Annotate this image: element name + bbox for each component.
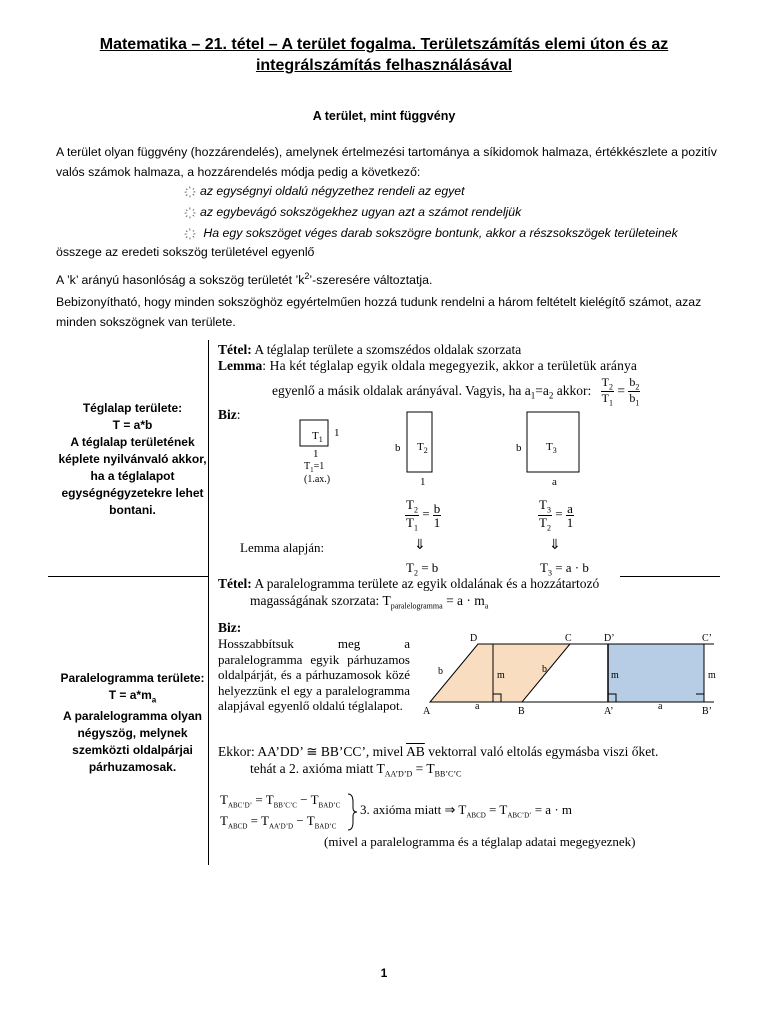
rect-tetel-label: Tétel: [218,342,252,357]
sub: a [484,601,489,611]
eq: = [247,813,262,828]
result-T2 [406,560,438,578]
height-m-label-3: m [708,670,716,681]
bullet-3 [190,226,678,240]
point-B-prime: B’ [702,706,712,717]
point-D: D [470,633,478,644]
tehat-line [250,761,461,779]
point-D-prime: D’ [604,633,615,644]
fig-T2 [417,441,428,455]
title-line-2: integrálszámítás felhasználásával [255,57,513,74]
bullet-3-text: Ha egy sokszöget véges darab sokszögre bontunk, akkor a részsokszögek területeinek [200,226,678,240]
side-b-label-2: b [542,664,547,675]
rect-proof-figure [290,410,620,490]
frac-den: b [629,391,636,406]
fig-one-label: 1 [420,476,426,488]
rect-lemma-text2: egyenlő a másik oldalak arányával. Vagyis, ha a [272,382,531,398]
point-B: B [518,706,525,717]
sub: 2 [609,382,613,392]
res1-letter: T [406,560,414,575]
sub: ABCD [227,822,248,831]
T: T [261,813,269,828]
tehat-mid: = T [412,761,435,776]
similarity-sup: 2 [304,271,310,281]
sub: 1 [609,398,613,408]
eq: = [252,792,266,807]
rect-biz [218,407,241,423]
point-C-prime: C’ [702,633,712,644]
minus: − [293,813,307,828]
right-brace-icon [346,792,358,832]
sub: 1 [635,398,640,408]
sub: 1 [413,523,418,533]
para-tetel [218,576,720,592]
similarity-post: ’-szeresére változtatja. [309,273,433,288]
rect-lemma-akkor: akkor: [553,382,592,398]
eq2-den: T [539,514,547,530]
sub: ABC’D’ [227,801,253,810]
eq1-num: T [406,497,414,512]
para-left-cell [50,670,215,776]
sub: 2 [548,390,554,401]
fig-T1-eq-val: =1 [313,461,325,472]
eq2-rhs-num: a [567,500,573,516]
fig-side-1: 1 [334,427,340,439]
rect-lemma-line2 [272,376,640,408]
rect-biz-label: Biz [218,407,237,422]
eq-T3-T2 [538,498,574,532]
sub: BB’C’C [434,769,462,779]
eq1-rhs-num: b [433,500,441,516]
T: T [265,792,274,807]
rect-biz-colon: : [236,407,241,422]
sub: a [151,695,157,705]
rect-left-desc: A téglalap területének képlete nyilvánvaló akkor, ha a téglalapot egységnégyzetekre lehet bontani. [58,435,207,517]
para-left-formula [50,687,215,708]
lemma-fraction-b [628,376,640,408]
fig-T2-letter: T [417,441,424,453]
tehat-pre: tehát a 2. axióma miatt T [250,761,385,776]
eq1-rhs-den: 1 [433,514,441,530]
sub: 1 [318,435,323,445]
fig-bottom-1: 1 [313,448,319,460]
fig-a-label: a [552,476,557,488]
document-title [40,34,728,76]
equals: = [617,382,625,398]
bullet-2-text: az egybevágó sokszögekhez ugyan azt a számot rendeljük [200,205,522,219]
result-T3 [540,560,589,578]
vector-AB: $\overline{AB}$ [406,744,425,759]
ekkor-line [218,744,658,760]
similarity-pre: A ’k’ arányú hasonlóság a sokszög területét ’k [56,273,305,288]
bullet-3-continuation: összege az eredeti sokszög területével egyenlő [56,245,315,259]
eq1-den: T [406,514,414,530]
eq2-rhs-den: 1 [566,514,574,530]
sub: 2 [413,568,418,578]
page-number: 1 [380,966,388,980]
rect-lemma-cond: =a [535,382,549,398]
axiom3-end: = a · m [531,802,573,817]
point-C: C [565,633,572,644]
para-left-title: Paralelogramma területe: [60,671,205,685]
T: T [306,813,315,828]
sub: BAD’C [314,822,337,831]
rect-lemma-text1: : Ha két téglalap egyik oldala megegyezik, akkor a területük aránya [262,358,638,373]
parallelogram-figure [418,630,728,720]
sub: paralelogramma [390,601,443,611]
frac-num: T [601,375,609,389]
para-tetel-eq: = a · m [442,593,485,608]
para-biz-label-text: Biz: [218,620,242,635]
existence-statement: Bebizonyítható, hogy minden sokszöghöz egyértelműen hozzá tudunk rendelni a három feltételt kielégítő számot, azaz minden sokszögnek van területe. [56,295,702,329]
res1-val: = b [417,560,439,575]
point-A: A [423,706,431,717]
arrow-down-icon: ⇓ [414,538,426,553]
sub: ABC’D’ [507,811,532,820]
T: T [220,792,228,807]
rect-tetel [218,342,521,358]
arrow-down-icon: ⇓ [549,538,561,553]
sub: 3 [552,446,557,456]
fig-T3-letter: T [546,441,553,453]
minus: − [296,792,311,807]
side-a-label-2: a [658,701,663,712]
system-eq-1 [220,792,340,810]
title-line-1: Matematika – 21. tétel – A terület fogalma. Területszámítás elemi úton és az [99,36,669,53]
fig-T1-eq-letter: T [304,461,311,472]
sub: AA’D’D [268,822,294,831]
rectangle-ABC'D' [608,644,704,702]
sub: 3 [546,505,551,515]
similarity-statement [56,266,728,290]
rect-left-formula: T = a*b [112,418,153,432]
fig-axiom: (1.ax.) [304,474,331,485]
bullet-1-text: az egységnyi oldalú négyzethez rendeli az egyet [200,184,465,198]
frac-den: T [601,391,609,406]
equals: = [422,506,430,522]
rect-left-cell [50,400,215,519]
intro-paragraph: A terület olyan függvény (hozzárendelés), amelynek értelmezési tartománya a síkidomok halmaza, értékkészlete a pozitív valós számok halmaza, a hozzárendelés módja pedig a következő: [56,145,717,179]
T: T [220,813,228,828]
sub: 1 [530,390,536,401]
sub: 2 [423,446,428,456]
sub: 3 [547,568,552,578]
axiom3-line [360,802,572,820]
para-left-desc: A paralelogramma olyan négyszög, melynek szemközti oldalpárjai párhuzamosak. [63,709,202,775]
para-tetel-text2: magasságának szorzata: T [250,593,391,608]
system-eq-2 [220,813,336,831]
fig-b-label: b [395,442,401,454]
rect-left-title: Téglalap területe: [82,401,183,415]
point-A-prime: A’ [604,706,614,717]
para-biz-label [218,620,241,636]
rect-lemma-label: Lemma [218,358,263,373]
sub: AA’D’D [384,769,413,779]
fig-T3 [546,441,557,455]
para-tetel-text1: A paralelogramma területe az egyik oldalának és a hozzátartozó [251,576,600,591]
para-note: (mivel a paralelogramma és a téglalap adatai megegyeznek) [324,834,636,849]
eq-T2-T1 [405,498,441,532]
height-m-label-2: m [611,670,619,681]
lemma-fraction-T [601,376,614,408]
res2-val: = a · b [551,560,589,575]
T: T [310,792,319,807]
sub: BAD’C [318,801,341,810]
para-biz-text: Hosszabbítsuk meg a paralelogramma egyik párhuzamos oldalpárját, és a párhuzamosok közé helyezzünk el egy a paralelogramma alapjával egyenlő oldalú téglalapot. [218,636,410,713]
para-left-formula-pre: T = a*m [108,688,152,702]
sub: 2 [413,505,418,515]
frac-num: b [629,375,636,389]
sub: ABCD [466,811,486,820]
sub: 2 [635,382,640,392]
bullet-2 [190,205,521,219]
sub: BB’C’C [273,801,297,810]
rect-tetel-text: A téglalap területe a szomszédos oldalak szorzata [251,342,522,357]
fig-T1 [312,430,323,444]
sub: 2 [546,523,551,533]
sub: 1 [310,466,314,474]
ekkor-pre: Ekkor: AA’DD’ ≅ BB’CC’, mivel [218,744,407,759]
eq2-num: T [539,497,547,512]
fig-T1-letter: T [312,430,319,442]
axiom3-mid: = T [485,802,508,817]
table-row-divider-left [48,576,208,577]
lemma-based-label: Lemma alapján: [240,540,325,555]
section-heading: A terület, mint függvény [312,109,456,123]
rect-lemma [218,358,637,374]
res2-letter: T [540,560,548,575]
bullet-1 [190,184,465,198]
axiom3-pre: 3. axióma miatt ⇒ T [360,802,467,817]
side-b-label: b [438,666,443,677]
equals: = [555,506,563,522]
para-tetel-line2 [250,593,488,611]
fig-T1-eq [304,461,324,474]
para-tetel-label: Tétel: [218,576,252,591]
side-a-label: a [475,701,480,712]
height-m-label: m [497,670,505,681]
fig-b-label-2: b [516,442,522,454]
ekkor-post: vektorral való eltolás egymásba viszi őket. [424,744,659,759]
